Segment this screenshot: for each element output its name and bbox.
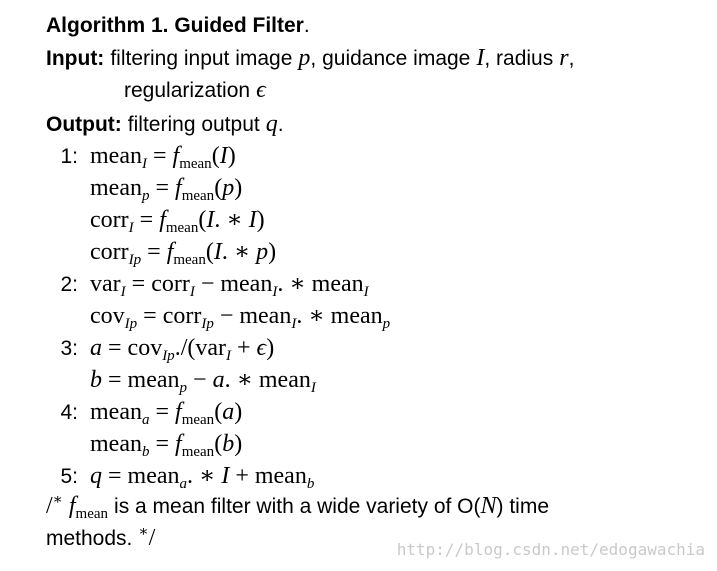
step-2-line-1 [46,270,369,299]
var-q: q [265,111,278,137]
comment-text-methods: methods. [46,527,133,550]
step-1-line-3 [46,206,265,234]
input-line-2 [124,76,266,105]
input-line-1 [46,44,574,73]
step-4-line-1 [46,398,242,427]
step-3-line-2 [46,366,316,394]
algorithm-title [46,12,310,40]
comment-open: /∗ [46,492,63,519]
equation: a = cov$_{Ip}$./(var$_I$ + ϵ) [90,335,275,364]
input-text-part-1: filtering input image [110,47,293,70]
watermark: http://blog.csdn.net/edogawachia [396,540,705,559]
step-2-line-2 [46,302,390,330]
var-N: N [480,493,497,519]
comment-text-end: ) time [496,495,550,518]
equation: mean$_p$ = $f_{mean}(p)$ [90,175,243,204]
step-1-line-4 [46,238,276,266]
equation: mean$_b$ = $f_{mean}(b)$ [90,431,243,460]
output-period: . [277,113,284,136]
step-number: 2: [60,273,78,296]
algorithm-title-period: . [303,14,310,37]
var-r: r [559,45,569,71]
step-number: 1: [60,145,78,168]
output-line [46,110,284,139]
var-I: I [476,45,485,71]
var-epsilon: ϵ [256,77,266,103]
input-text-regularization: regularization [124,79,251,102]
step-4-line-2 [46,430,242,458]
input-text-part-4: , [568,47,575,70]
step-5-line-1 [46,462,314,491]
var-f: f [68,493,76,519]
step-1-line-2 [46,174,242,202]
step-number: 4: [60,401,78,424]
var-p: p [298,45,311,71]
equation: corr$_{Ip}$ = $f_{mean}(I$. ∗ p) [90,239,277,268]
equation: mean$_I$ = $f_{mean}(I)$ [90,143,236,172]
step-number: 5: [60,465,78,488]
output-text: filtering output [127,113,260,136]
equation: mean$_a$ = $f_{mean}(a)$ [90,399,243,428]
output-label: Output: [46,113,122,136]
step-number: 3: [60,337,78,360]
comment-line-2 [46,524,155,553]
comment-line-1: /∗ $f_{mean}$ is a mean filter with a wide variety of O(N) time [46,492,550,522]
input-text-part-2: , guidance image [310,47,471,70]
comment-text: is a mean filter with a wide variety of O( [114,495,481,518]
comment-close: ∗/ [138,524,156,551]
input-label: Input: [46,47,105,70]
algorithm-title-text: Algorithm 1. Guided Filter [46,14,304,37]
equation: var$_I$ = corr$_I$ − mean$_I$. ∗ mean$_I$ [90,271,369,300]
equation: b = mean$_p$ − a. ∗ mean$_I$ [90,367,316,396]
step-3-line-1 [46,334,274,363]
equation: cov$_{Ip}$ = corr$_{Ip}$ − mean$_I$. ∗ mean$_p$ [90,303,391,332]
step-1-line-1 [46,142,236,171]
equation: corr$_I$ = $f_{mean}(I$. ∗ I) [90,207,265,236]
equation: q = mean$_a$. ∗ I + mean$_b$ [90,463,315,492]
input-text-part-3: , radius [484,47,554,70]
